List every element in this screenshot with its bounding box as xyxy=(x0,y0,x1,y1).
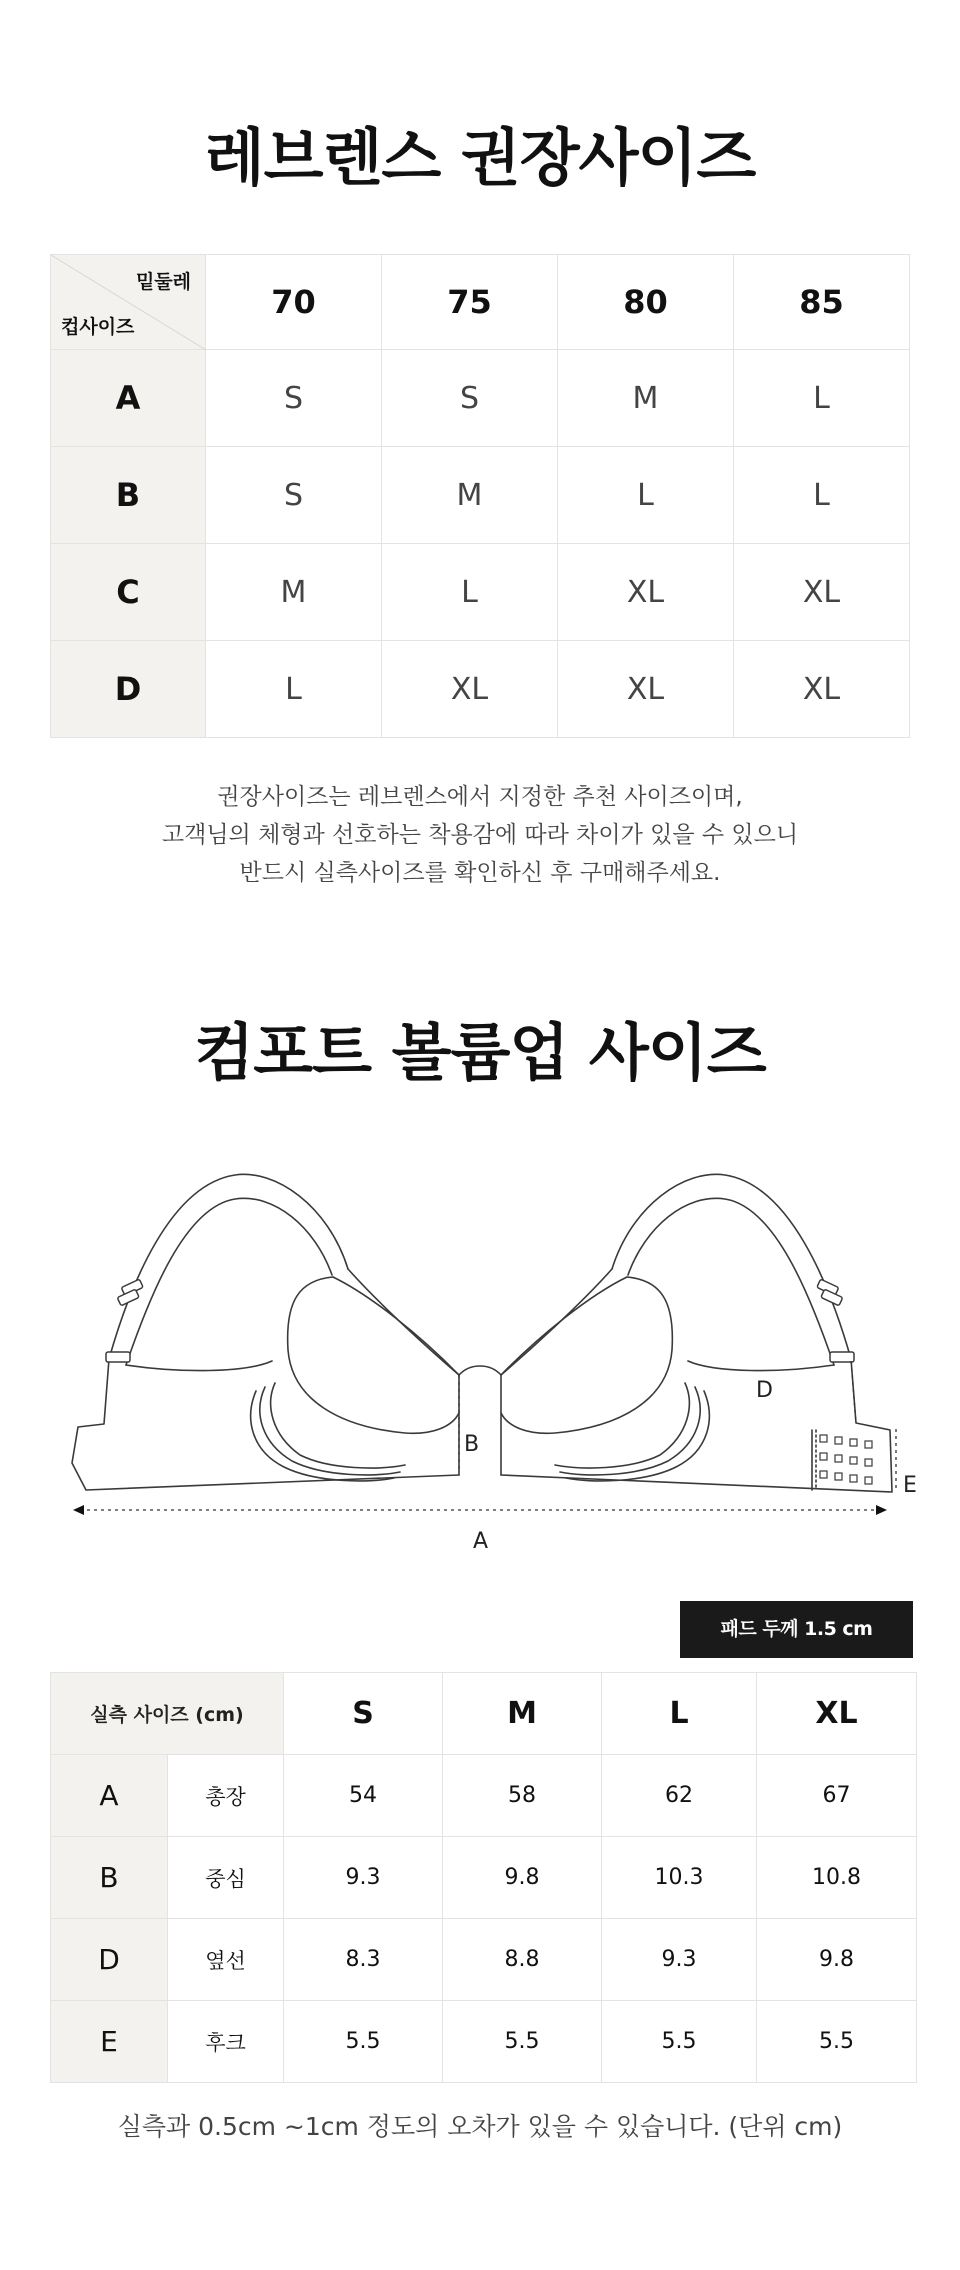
size-cell: L xyxy=(734,447,910,544)
size-cell: XL xyxy=(558,544,734,641)
recommended-size-title: 레브렌스 권장사이즈 xyxy=(204,121,756,194)
band-header-70: 70 xyxy=(206,255,382,350)
measure-value: 9.8 xyxy=(757,1919,917,2001)
measure-value: 9.3 xyxy=(602,1919,757,2001)
measure-code: A xyxy=(51,1755,168,1837)
size-cell: XL xyxy=(734,544,910,641)
note-line: 반드시 실측사이즈를 확인하신 후 구매해주세요. xyxy=(239,860,721,886)
measure-value: 8.8 xyxy=(443,1919,602,2001)
table-row xyxy=(51,447,910,544)
table-row xyxy=(51,2001,917,2083)
size-cell: L xyxy=(206,641,382,738)
measure-value: 9.8 xyxy=(443,1837,602,1919)
pad-thickness-badge: 패드 두께 1.5 cm xyxy=(680,1601,913,1658)
band-header-80: 80 xyxy=(558,255,734,350)
size-cell: XL xyxy=(382,641,558,738)
diagram-label-d: D xyxy=(756,1378,773,1403)
size-header-l: L xyxy=(602,1673,757,1755)
measure-value: 10.8 xyxy=(757,1837,917,1919)
size-cell: XL xyxy=(558,641,734,738)
measure-value: 10.3 xyxy=(602,1837,757,1919)
measurement-header-label: 실측 사이즈 (cm) xyxy=(51,1673,284,1755)
comfort-volume-up-title: 컴포트 볼륨업 사이즈 xyxy=(194,1016,766,1089)
measure-value: 54 xyxy=(284,1755,443,1837)
diagram-label-a: A xyxy=(473,1529,489,1554)
measurement-tolerance-note: 실측과 0.5cm ~1cm 정도의 오차가 있을 수 있습니다. (단위 cm) xyxy=(117,2112,843,2141)
measure-part: 후크 xyxy=(168,2001,284,2083)
size-cell: L xyxy=(382,544,558,641)
size-header-xl: XL xyxy=(757,1673,917,1755)
measure-value: 5.5 xyxy=(602,2001,757,2083)
measure-value: 8.3 xyxy=(284,1919,443,2001)
size-cell: S xyxy=(206,350,382,447)
band-header-85: 85 xyxy=(734,255,910,350)
recommended-size-table xyxy=(50,254,910,738)
measure-value: 62 xyxy=(602,1755,757,1837)
size-cell: XL xyxy=(734,641,910,738)
table-row xyxy=(51,1837,917,1919)
size-cell: M xyxy=(558,350,734,447)
table-header-row xyxy=(51,1673,917,1755)
measure-part: 옆선 xyxy=(168,1919,284,2001)
size-header-m: M xyxy=(443,1673,602,1755)
measure-value: 58 xyxy=(443,1755,602,1837)
table-row xyxy=(51,641,910,738)
cup-label: A xyxy=(51,350,206,447)
measure-code: D xyxy=(51,1919,168,2001)
cup-size-label: 컵사이즈 xyxy=(61,316,135,338)
cup-label: B xyxy=(51,447,206,544)
diagram-label-e: E xyxy=(903,1473,917,1498)
band-header-75: 75 xyxy=(382,255,558,350)
table-row xyxy=(51,1919,917,2001)
cup-label: D xyxy=(51,641,206,738)
measure-value: 5.5 xyxy=(443,2001,602,2083)
recommended-size-note xyxy=(0,778,960,892)
cup-label: C xyxy=(51,544,206,641)
size-header-s: S xyxy=(284,1673,443,1755)
size-cell: M xyxy=(206,544,382,641)
size-cell: L xyxy=(558,447,734,544)
measure-value: 5.5 xyxy=(757,2001,917,2083)
measure-value: 5.5 xyxy=(284,2001,443,2083)
note-line: 권장사이즈는 레브렌스에서 지정한 추천 사이즈이며, xyxy=(217,784,743,810)
band-size-label: 밑둘레 xyxy=(135,271,191,293)
measure-code: B xyxy=(51,1837,168,1919)
measure-code: E xyxy=(51,2001,168,2083)
measure-part: 총장 xyxy=(168,1755,284,1837)
measure-value: 9.3 xyxy=(284,1837,443,1919)
size-cell: L xyxy=(734,350,910,447)
size-cell: S xyxy=(382,350,558,447)
measure-value: 67 xyxy=(757,1755,917,1837)
table-row xyxy=(51,544,910,641)
table-row xyxy=(51,1755,917,1837)
size-cell: M xyxy=(382,447,558,544)
table-corner-cell xyxy=(51,255,206,350)
measurement-size-table xyxy=(50,1672,917,2083)
diagram-label-b: B xyxy=(464,1432,480,1457)
bra-measurement-diagram xyxy=(60,1165,917,1555)
table-header-row xyxy=(51,255,910,350)
note-line: 고객님의 체형과 선호하는 착용감에 따라 차이가 있을 수 있으니 xyxy=(161,822,799,848)
size-cell: S xyxy=(206,447,382,544)
measure-part: 중심 xyxy=(168,1837,284,1919)
table-row xyxy=(51,350,910,447)
